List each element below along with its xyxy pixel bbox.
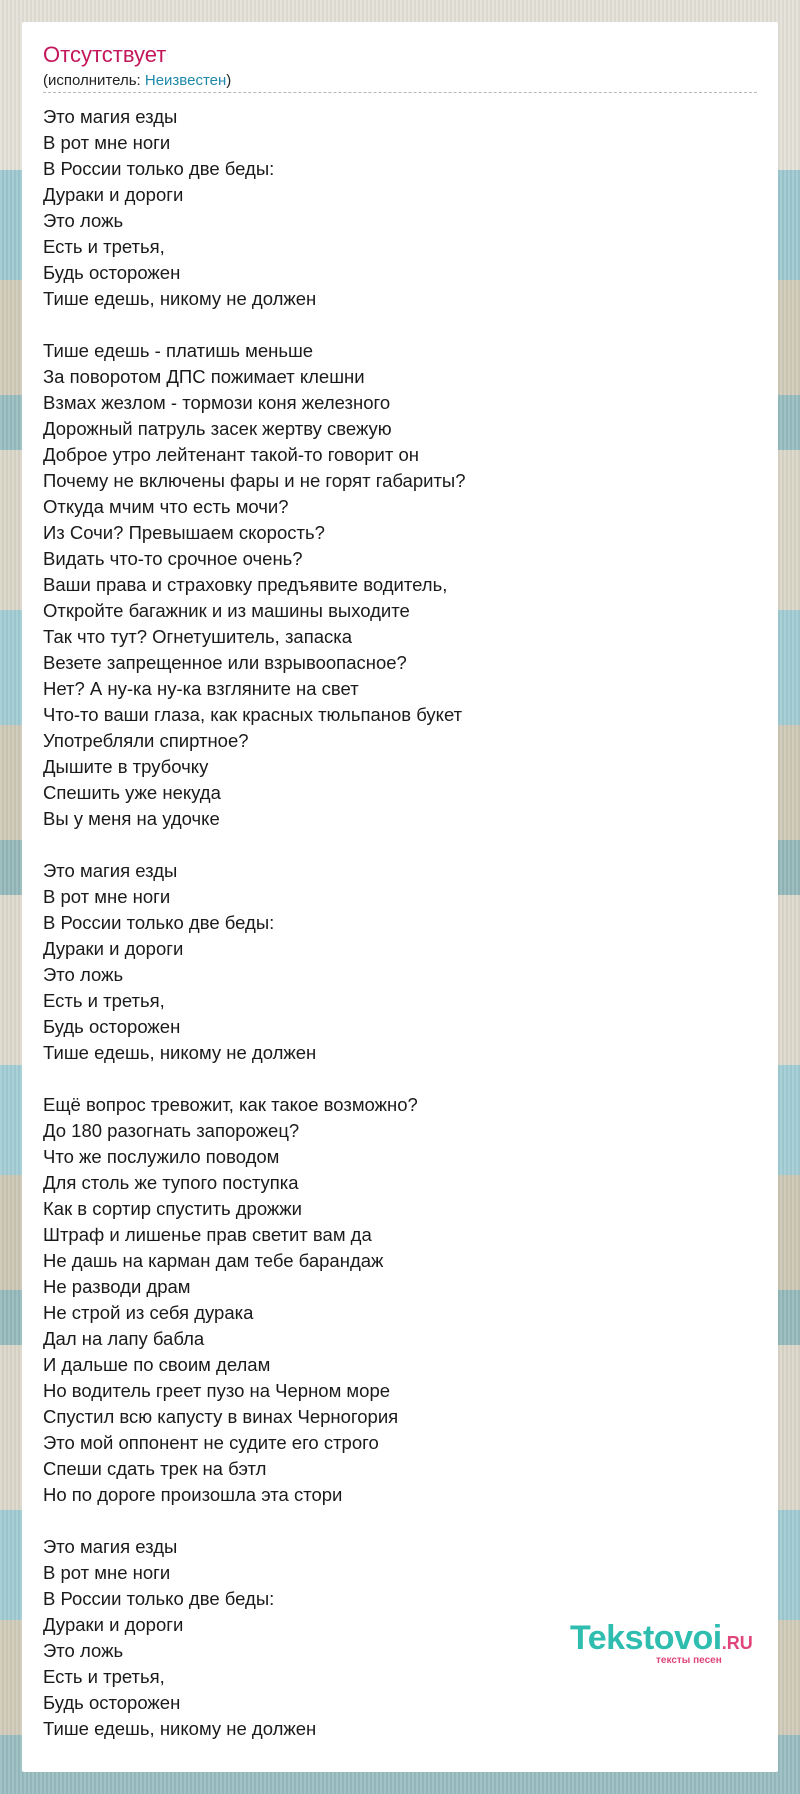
lyric-line: Есть и третья,: [43, 990, 165, 1011]
lyric-line: Употребляли спиртное?: [43, 730, 249, 751]
lyric-line: В России только две беды:: [43, 158, 275, 179]
site-logo[interactable]: [570, 1618, 760, 1674]
logo-name: Tekstovoi: [570, 1619, 722, 1657]
lyric-line: Есть и третья,: [43, 236, 165, 257]
lyric-line: В России только две беды:: [43, 1588, 275, 1609]
lyric-line: Откуда мчим что есть мочи?: [43, 496, 289, 517]
lyric-line: В России только две беды:: [43, 912, 275, 933]
lyric-line: В рот мне ноги: [43, 1562, 171, 1583]
lyrics-stanza: [43, 1092, 743, 1508]
lyric-line: Почему не включены фары и не горят габариты?: [43, 470, 466, 491]
lyric-line: Но по дороге произошла эта стори: [43, 1484, 343, 1505]
lyric-line: Дал на лапу бабла: [43, 1328, 205, 1349]
lyric-line: Из Сочи? Превышаем скорость?: [43, 522, 325, 543]
lyric-line: Откройте багажник и из машины выходите: [43, 600, 410, 621]
lyric-line: Будь осторожен: [43, 1016, 181, 1037]
lyric-line: Везете запрещенное или взрывоопасное?: [43, 652, 407, 673]
lyric-line: Дураки и дороги: [43, 184, 184, 205]
lyric-line: Штраф и лишенье прав светит вам да: [43, 1224, 372, 1245]
artist-link[interactable]: Неизвестен: [144, 72, 227, 89]
lyric-line: Не дашь на карман дам тебе барандаж: [43, 1250, 384, 1271]
artist-prefix: (исполнитель:: [43, 72, 145, 89]
logo-tagline: тексты песен: [656, 1655, 722, 1666]
lyric-line: Дорожный патруль засек жертву свежую: [43, 418, 392, 439]
song-title: Отсутствует: [43, 42, 167, 67]
lyric-line: Это магия езды: [43, 106, 178, 127]
lyric-line: Это магия езды: [43, 860, 178, 881]
lyric-line: Будь осторожен: [43, 1692, 181, 1713]
artist-line: [43, 72, 231, 90]
lyric-line: Спешить уже некуда: [43, 782, 221, 803]
lyric-line: Тише едешь, никому не должен: [43, 1718, 317, 1739]
lyric-line: Тише едешь - платишь меньше: [43, 340, 314, 361]
lyric-line: Дураки и дороги: [43, 1614, 184, 1635]
artist-suffix: ): [226, 72, 232, 89]
lyric-line: В рот мне ноги: [43, 886, 171, 907]
lyric-line: Это ложь: [43, 964, 124, 985]
lyric-line: Нет? А ну-ка ну-ка взгляните на свет: [43, 678, 359, 699]
lyric-line: Есть и третья,: [43, 1666, 165, 1687]
logo-tld: .RU: [721, 1633, 753, 1653]
lyric-line: Это ложь: [43, 210, 124, 231]
lyrics-stanza: [43, 858, 743, 1066]
lyric-line: Так что тут? Огнетушитель, запаска: [43, 626, 353, 647]
lyrics-stanza: [43, 104, 743, 312]
lyric-line: Что-то ваши глаза, как красных тюльпанов букет: [43, 704, 463, 725]
lyric-line: Это магия езды: [43, 1536, 178, 1557]
lyric-line: Вы у меня на удочке: [43, 808, 220, 829]
lyric-line: И дальше по своим делам: [43, 1354, 271, 1375]
lyric-line: Взмах жезлом - тормози коня железного: [43, 392, 391, 413]
lyrics-card: [22, 22, 778, 1772]
lyric-line: Это ложь: [43, 1640, 124, 1661]
lyric-line: Но водитель греет пузо на Черном море: [43, 1380, 391, 1401]
lyrics-text: [43, 104, 743, 1768]
lyric-line: Тише едешь, никому не должен: [43, 1042, 317, 1063]
lyric-line: Видать что-то срочное очень?: [43, 548, 303, 569]
lyric-line: Дураки и дороги: [43, 938, 184, 959]
lyric-line: В рот мне ноги: [43, 132, 171, 153]
lyric-line: До 180 разогнать запорожец?: [43, 1120, 300, 1141]
lyric-line: Будь осторожен: [43, 262, 181, 283]
lyric-line: Доброе утро лейтенант такой-то говорит он: [43, 444, 419, 465]
lyric-line: Для столь же тупого поступка: [43, 1172, 299, 1193]
lyric-line: Спустил всю капусту в винах Черногория: [43, 1406, 399, 1427]
lyric-line: За поворотом ДПС пожимает клешни: [43, 366, 365, 387]
header-divider: [43, 92, 757, 93]
lyric-line: Как в сортир спустить дрожжи: [43, 1198, 302, 1219]
lyric-line: Не строй из себя дурака: [43, 1302, 254, 1323]
lyric-line: Ваши права и страховку предъявите водитель,: [43, 574, 448, 595]
lyric-line: Что же послужило поводом: [43, 1146, 280, 1167]
lyric-line: Дышите в трубочку: [43, 756, 209, 777]
lyric-line: Ещё вопрос тревожит, как такое возможно?: [43, 1094, 418, 1115]
lyric-line: Тише едешь, никому не должен: [43, 288, 317, 309]
lyrics-stanza: [43, 338, 743, 832]
lyric-line: Спеши сдать трек на бэтл: [43, 1458, 267, 1479]
lyric-line: Не разводи драм: [43, 1276, 191, 1297]
lyric-line: Это мой оппонент не судите его строго: [43, 1432, 379, 1453]
